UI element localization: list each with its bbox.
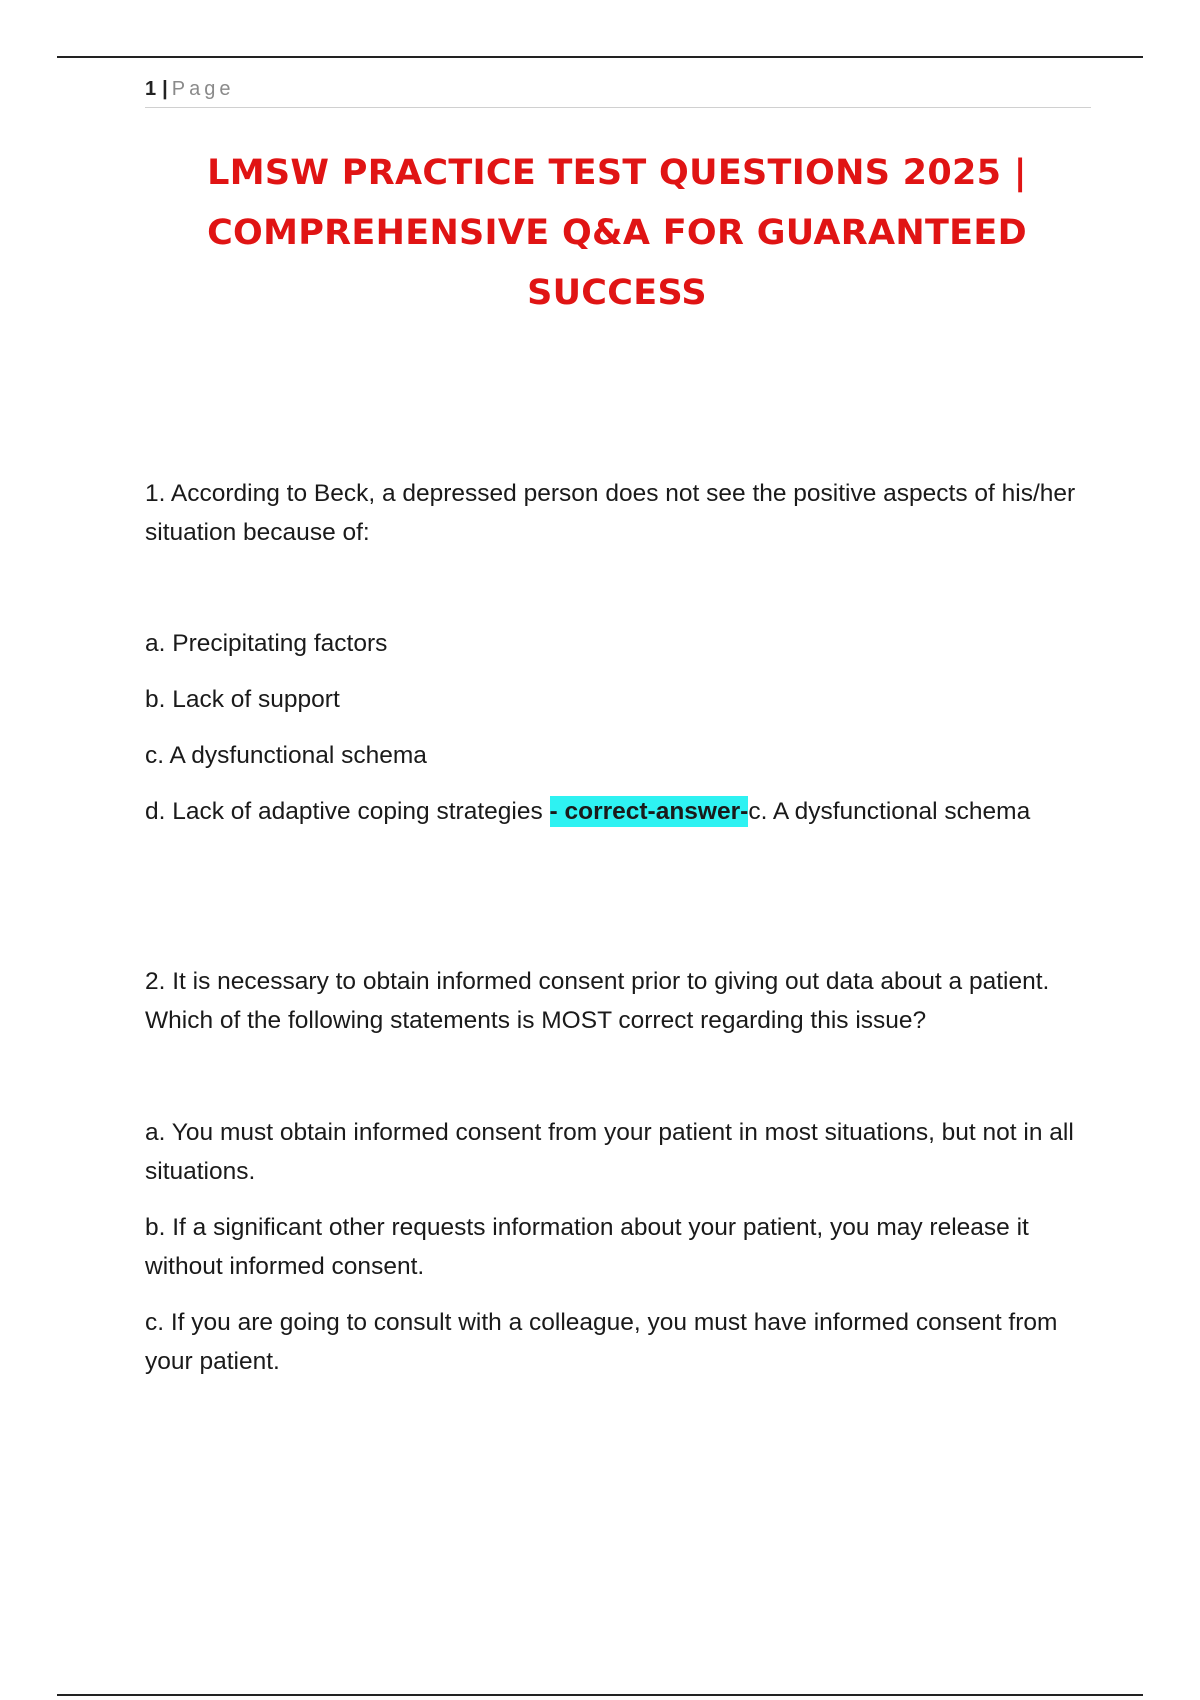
- correct-answer-text: c. A dysfunctional schema: [748, 798, 1031, 825]
- option-a: a. Precipitating factors: [145, 630, 388, 657]
- bottom-rule: [57, 1694, 1143, 1696]
- option-b: b. Lack of support: [145, 686, 340, 713]
- option-c: c. A dysfunctional schema: [145, 742, 427, 769]
- option-b: b. If a significant other requests information about your patient, you may release it without informed consent.: [145, 1214, 1029, 1280]
- question-2: [145, 962, 1095, 1040]
- question-1-options: [145, 624, 1095, 848]
- top-rule: [57, 56, 1143, 58]
- document-title: LMSW PRACTICE TEST QUESTIONS 2025 | COMPREHENSIVE Q&A FOR GUARANTEED SUCCESS: [207, 153, 1027, 313]
- question-text: 2. It is necessary to obtain informed consent prior to giving out data about a patient. Which of the following statements is MOST correct regarding this issue?: [145, 968, 1050, 1034]
- page-separator: |: [162, 78, 168, 100]
- option-d: d. Lack of adaptive coping strategies: [145, 798, 550, 825]
- page-label: Page: [171, 78, 235, 100]
- question-1: [145, 474, 1095, 552]
- page-number: 1: [145, 78, 157, 100]
- question-2-options: [145, 1113, 1095, 1398]
- option-c: c. If you are going to consult with a colleague, you must have informed consent from your patient.: [145, 1309, 1058, 1375]
- correct-answer-tag: - correct-answer-: [549, 798, 749, 825]
- question-text: 1. According to Beck, a depressed person does not see the positive aspects of his/her situation because of:: [145, 480, 1076, 546]
- option-d-with-answer: [145, 792, 1095, 831]
- option-a: a. You must obtain informed consent from your patient in most situations, but not in all situations.: [145, 1119, 1074, 1185]
- page-header: [145, 75, 1091, 108]
